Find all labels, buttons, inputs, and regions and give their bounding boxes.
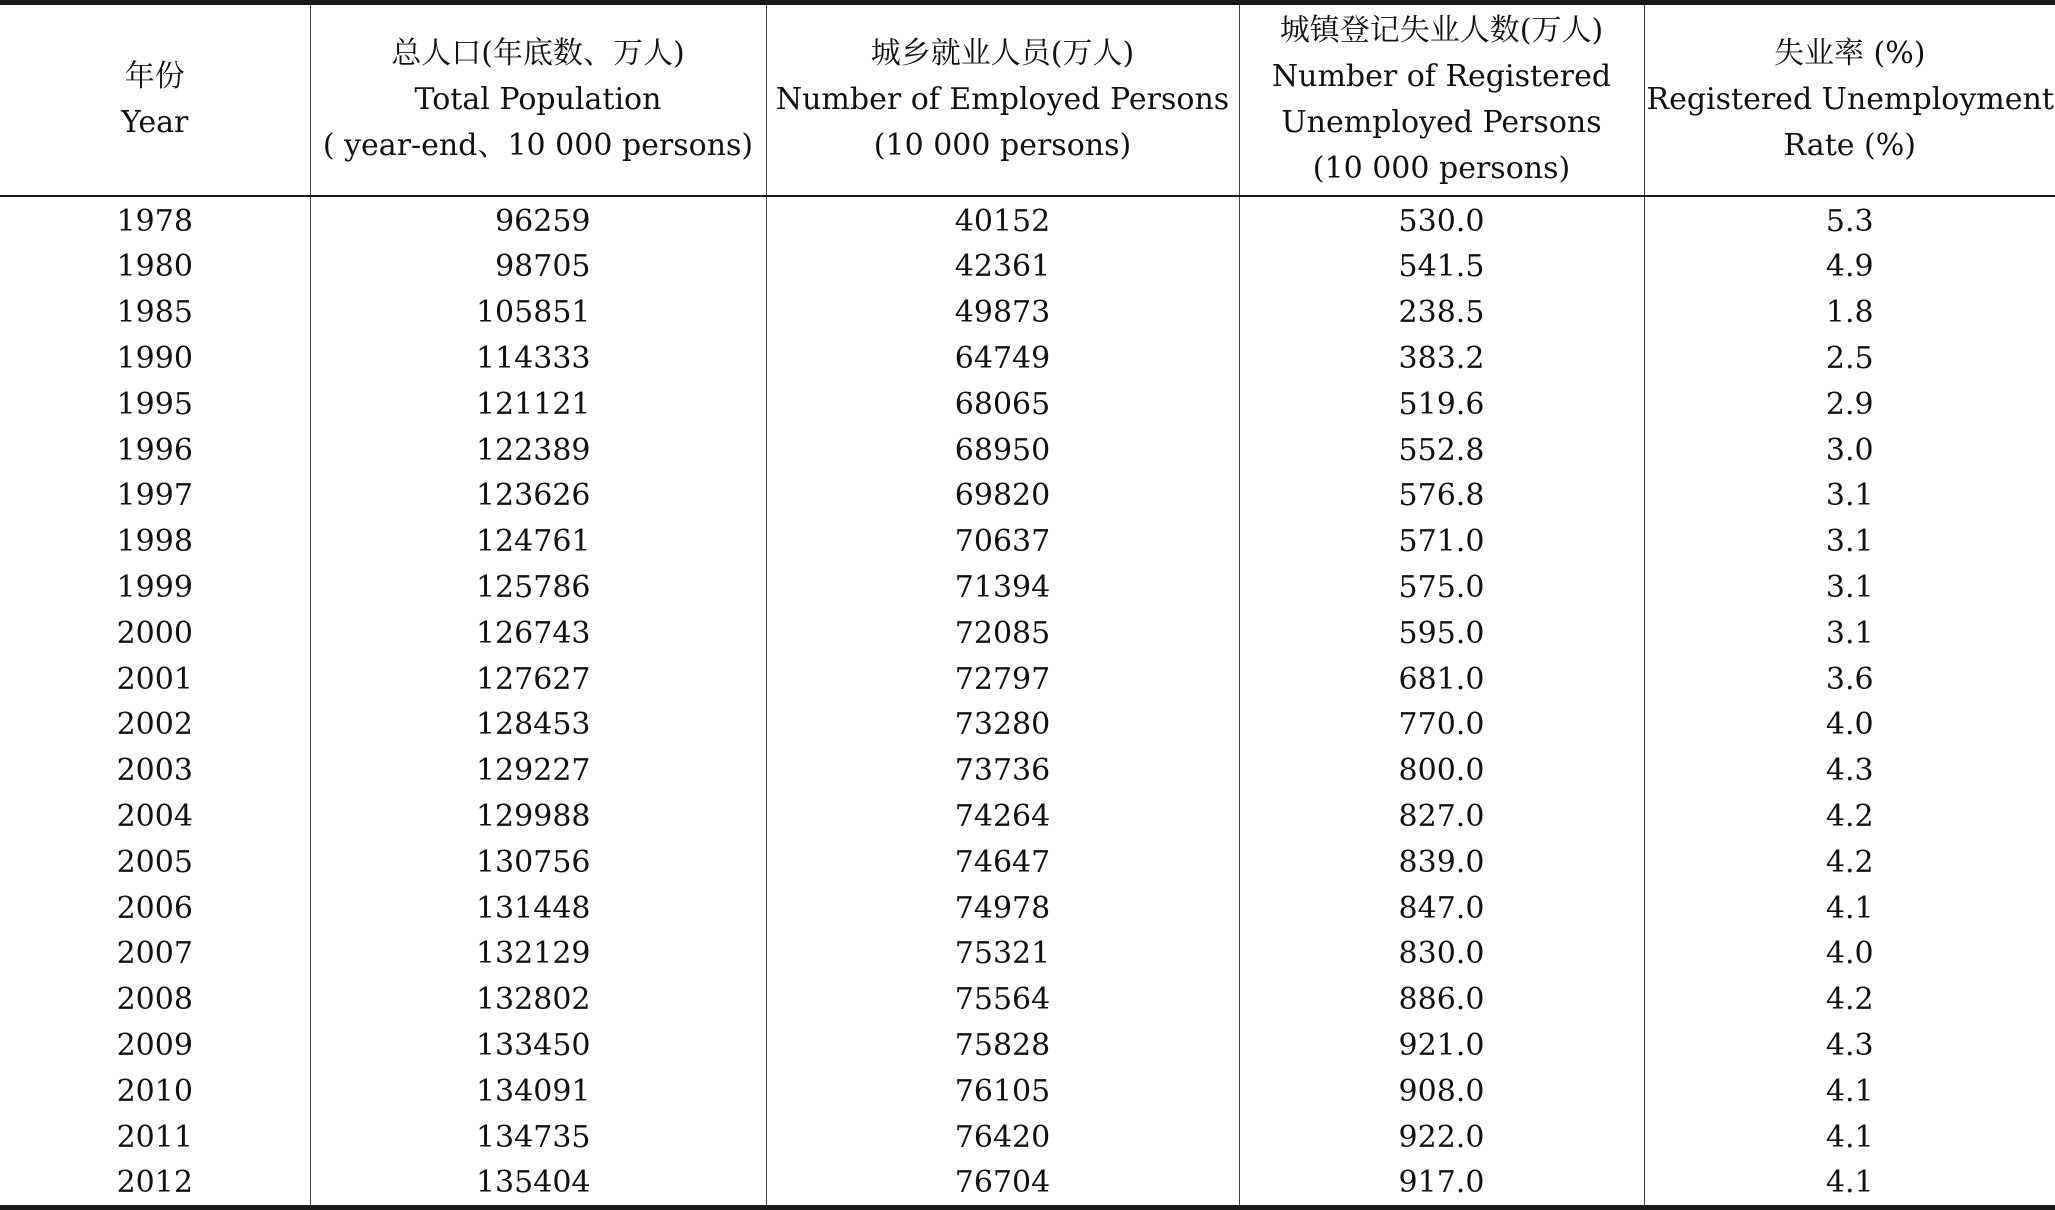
- cell-total-population: 114333: [310, 336, 766, 382]
- cell-unemployment-rate: 4.3: [1644, 1023, 2055, 1069]
- cell-unemployment-rate: 3.1: [1644, 610, 2055, 656]
- cell-registered-unemployed: 917.0: [1239, 1160, 1644, 1208]
- cell-registered-unemployed: 886.0: [1239, 977, 1644, 1023]
- cell-unemployment-rate: 4.0: [1644, 931, 2055, 977]
- cell-employed-persons: 74264: [766, 794, 1239, 840]
- cell-employed-persons: 76105: [766, 1068, 1239, 1114]
- cell-year: 2004: [116, 798, 193, 834]
- cell-total-population: 128453: [310, 702, 766, 748]
- table-row: [0, 977, 2055, 1023]
- cell-total-population: 96259: [310, 196, 766, 244]
- cell-registered-unemployed: 571.0: [1239, 519, 1644, 565]
- cell-total-population: 127627: [310, 656, 766, 702]
- cell-total-population: 133450: [310, 1023, 766, 1069]
- cell-year: 2009: [116, 1027, 193, 1063]
- header-employed-persons-unit: (10 000 persons): [873, 128, 1132, 163]
- header-employed-persons: [766, 3, 1239, 197]
- cell-unemployment-rate: 2.5: [1644, 336, 2055, 382]
- cell-year: 2008: [116, 982, 193, 1018]
- cell-employed-persons: 75321: [766, 931, 1239, 977]
- cell-registered-unemployed: 800.0: [1239, 748, 1644, 794]
- cell-employed-persons: 69820: [766, 473, 1239, 519]
- cell-registered-unemployed: 530.0: [1239, 196, 1644, 244]
- cell-total-population: 122389: [310, 427, 766, 473]
- cell-total-population: 131448: [310, 885, 766, 931]
- table-row: [0, 885, 2055, 931]
- cell-total-population: 135404: [310, 1160, 766, 1208]
- cell-employed-persons: 76704: [766, 1160, 1239, 1208]
- cell-registered-unemployed: 575.0: [1239, 565, 1644, 611]
- table-row: [0, 610, 2055, 656]
- header-registered-unemployed-zh: 城镇登记失业人数(万人): [1279, 13, 1604, 48]
- header-employed-persons-en: Number of Employed Persons: [775, 82, 1230, 117]
- cell-registered-unemployed: 770.0: [1239, 702, 1644, 748]
- cell-unemployment-rate: 4.1: [1644, 1068, 2055, 1114]
- table-row: [0, 473, 2055, 519]
- cell-employed-persons: 74647: [766, 839, 1239, 885]
- cell-year: 2006: [116, 890, 193, 926]
- cell-year: 1996: [116, 432, 193, 468]
- header-unemployment-rate-zh: 失业率 (%): [1774, 36, 1926, 71]
- header-total-population: [310, 3, 766, 197]
- cell-registered-unemployed: 595.0: [1239, 610, 1644, 656]
- cell-year: 1999: [116, 569, 193, 605]
- cell-year: 1978: [116, 204, 193, 239]
- cell-registered-unemployed: 238.5: [1239, 290, 1644, 336]
- cell-total-population: 132802: [310, 977, 766, 1023]
- cell-total-population: 105851: [310, 290, 766, 336]
- cell-registered-unemployed: 519.6: [1239, 381, 1644, 427]
- cell-employed-persons: 68065: [766, 381, 1239, 427]
- header-total-population-unit: ( year-end、10 000 persons): [322, 128, 754, 163]
- cell-registered-unemployed: 681.0: [1239, 656, 1644, 702]
- table-row: [0, 519, 2055, 565]
- cell-employed-persons: 73736: [766, 748, 1239, 794]
- cell-unemployment-rate: 1.8: [1644, 290, 2055, 336]
- table-row: [0, 196, 2055, 244]
- table-row: [0, 931, 2055, 977]
- cell-total-population: 129227: [310, 748, 766, 794]
- header-year: [0, 3, 310, 197]
- cell-employed-persons: 42361: [766, 244, 1239, 290]
- header-row: [0, 3, 2055, 197]
- cell-year: 1985: [116, 295, 193, 331]
- cell-registered-unemployed: 921.0: [1239, 1023, 1644, 1069]
- header-registered-unemployed-unit: (10 000 persons): [1312, 151, 1571, 186]
- cell-registered-unemployed: 830.0: [1239, 931, 1644, 977]
- header-year-zh: 年份: [124, 59, 185, 94]
- table-row: [0, 839, 2055, 885]
- cell-year: 1995: [116, 386, 193, 422]
- header-employed-persons-zh: 城乡就业人员(万人): [870, 36, 1135, 71]
- cell-unemployment-rate: 4.9: [1644, 244, 2055, 290]
- table-body: [0, 196, 2055, 1207]
- cell-unemployment-rate: 4.1: [1644, 1114, 2055, 1160]
- table-row: [0, 1023, 2055, 1069]
- cell-year: 2007: [116, 936, 193, 972]
- header-unemployment-rate: [1644, 3, 2055, 197]
- cell-registered-unemployed: 576.8: [1239, 473, 1644, 519]
- table-row: [0, 290, 2055, 336]
- cell-employed-persons: 68950: [766, 427, 1239, 473]
- cell-unemployment-rate: 3.1: [1644, 473, 2055, 519]
- table-row: [0, 565, 2055, 611]
- cell-total-population: 124761: [310, 519, 766, 565]
- table-row: [0, 1114, 2055, 1160]
- cell-year: 2010: [116, 1073, 193, 1109]
- cell-employed-persons: 73280: [766, 702, 1239, 748]
- cell-total-population: 125786: [310, 565, 766, 611]
- cell-total-population: 134091: [310, 1068, 766, 1114]
- cell-employed-persons: 64749: [766, 336, 1239, 382]
- cell-year: 1990: [116, 340, 193, 376]
- cell-total-population: 98705: [310, 244, 766, 290]
- cell-total-population: 134735: [310, 1114, 766, 1160]
- table-row: [0, 244, 2055, 290]
- cell-employed-persons: 75564: [766, 977, 1239, 1023]
- cell-employed-persons: 75828: [766, 1023, 1239, 1069]
- cell-unemployment-rate: 3.1: [1644, 519, 2055, 565]
- cell-registered-unemployed: 847.0: [1239, 885, 1644, 931]
- cell-unemployment-rate: 4.2: [1644, 839, 2055, 885]
- cell-employed-persons: 49873: [766, 290, 1239, 336]
- cell-total-population: 132129: [310, 931, 766, 977]
- cell-unemployment-rate: 4.1: [1644, 1160, 2055, 1208]
- cell-employed-persons: 76420: [766, 1114, 1239, 1160]
- table-row: [0, 1160, 2055, 1208]
- cell-year: 1998: [116, 524, 193, 560]
- cell-year: 2012: [116, 1164, 193, 1200]
- cell-year: 1997: [116, 478, 193, 514]
- cell-registered-unemployed: 383.2: [1239, 336, 1644, 382]
- cell-registered-unemployed: 552.8: [1239, 427, 1644, 473]
- cell-total-population: 123626: [310, 473, 766, 519]
- header-registered-unemployed-en1: Number of Registered: [1271, 59, 1612, 94]
- header-registered-unemployed-en2: Unemployed Persons: [1281, 105, 1602, 140]
- cell-year: 2001: [116, 661, 193, 697]
- header-unemployment-rate-en1: Registered Unemployment: [1646, 82, 2054, 117]
- cell-registered-unemployed: 922.0: [1239, 1114, 1644, 1160]
- cell-registered-unemployed: 908.0: [1239, 1068, 1644, 1114]
- cell-unemployment-rate: 2.9: [1644, 381, 2055, 427]
- cell-year: 2011: [116, 1119, 193, 1155]
- cell-unemployment-rate: 3.6: [1644, 656, 2055, 702]
- table-row: [0, 427, 2055, 473]
- table-header: [0, 3, 2055, 197]
- cell-employed-persons: 40152: [766, 196, 1239, 244]
- table-row: [0, 794, 2055, 840]
- table-row: [0, 1068, 2055, 1114]
- header-year-en: Year: [121, 105, 189, 140]
- header-registered-unemployed: [1239, 3, 1644, 197]
- cell-employed-persons: 72085: [766, 610, 1239, 656]
- table-row: [0, 336, 2055, 382]
- cell-unemployment-rate: 5.3: [1644, 196, 2055, 244]
- cell-unemployment-rate: 4.1: [1644, 885, 2055, 931]
- table-row: [0, 702, 2055, 748]
- cell-total-population: 130756: [310, 839, 766, 885]
- cell-employed-persons: 71394: [766, 565, 1239, 611]
- cell-year: 2005: [116, 844, 193, 880]
- cell-employed-persons: 72797: [766, 656, 1239, 702]
- cell-unemployment-rate: 4.3: [1644, 748, 2055, 794]
- header-unemployment-rate-en2: Rate (%): [1783, 128, 1916, 163]
- table-row: [0, 656, 2055, 702]
- cell-total-population: 121121: [310, 381, 766, 427]
- cell-total-population: 129988: [310, 794, 766, 840]
- cell-registered-unemployed: 827.0: [1239, 794, 1644, 840]
- cell-employed-persons: 70637: [766, 519, 1239, 565]
- cell-year: 2003: [116, 753, 193, 789]
- header-total-population-zh: 总人口(年底数、万人): [391, 36, 685, 71]
- table-row: [0, 748, 2055, 794]
- cell-registered-unemployed: 541.5: [1239, 244, 1644, 290]
- cell-unemployment-rate: 3.1: [1644, 565, 2055, 611]
- cell-total-population: 126743: [310, 610, 766, 656]
- cell-employed-persons: 74978: [766, 885, 1239, 931]
- cell-unemployment-rate: 3.0: [1644, 427, 2055, 473]
- cell-year: 2000: [116, 615, 193, 651]
- header-total-population-en: Total Population: [414, 82, 662, 117]
- table-row: [0, 381, 2055, 427]
- cell-year: 1980: [116, 249, 193, 285]
- cell-unemployment-rate: 4.0: [1644, 702, 2055, 748]
- cell-year: 2002: [116, 707, 193, 743]
- cell-unemployment-rate: 4.2: [1644, 977, 2055, 1023]
- cell-registered-unemployed: 839.0: [1239, 839, 1644, 885]
- cell-unemployment-rate: 4.2: [1644, 794, 2055, 840]
